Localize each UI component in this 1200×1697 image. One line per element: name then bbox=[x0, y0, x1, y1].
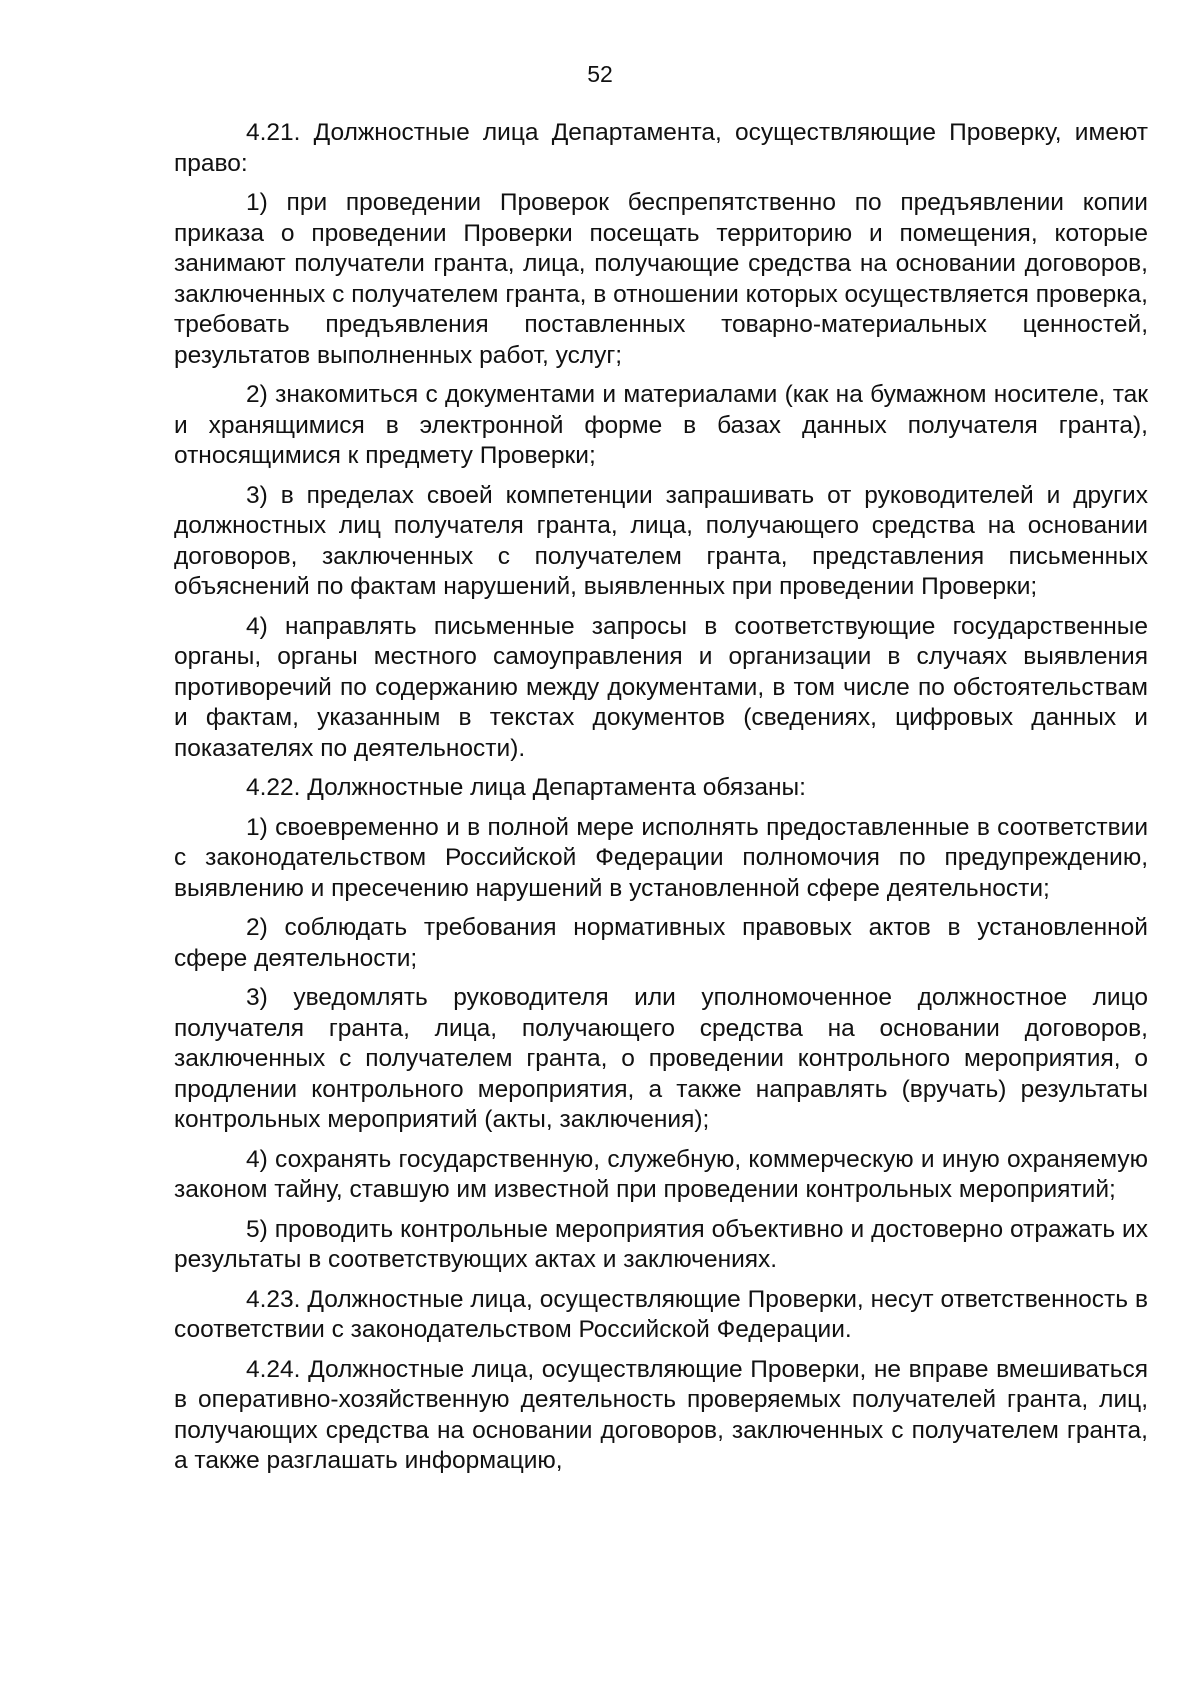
paragraph-4-22-item-4: 4) сохранять государственную, служебную, коммерческую и иную охраняемую законом тайну, ставшую им известной при проведении контрольных мероприятий; bbox=[174, 1145, 1148, 1203]
paragraph-4-22-item-5: 5) проводить контрольные мероприятия объективно и достоверно отражать их результаты в соответствующих актах и заключениях. bbox=[174, 1215, 1148, 1273]
paragraph-4-22: 4.22. Должностные лица Департамента обязаны: bbox=[246, 774, 806, 801]
page-number: 52 bbox=[587, 61, 613, 87]
paragraph-4-21-item-2: 2) знакомиться с документами и материалами (как на бумажном носителе, так и хранящимися в электронной форме в базах данных получателя гранта), относящимися к предмету Проверки; bbox=[174, 381, 1148, 469]
paragraph-4-21-item-4: 4) направлять письменные запросы в соответствующие государственные органы, органы местного самоуправления и организации в случаях выявления противоречий по содержанию между документами, в том числе по обстоятельствам и фактам, указанным в текстах документов (сведениях, цифровых данных и показателях по деятельности). bbox=[174, 612, 1148, 762]
paragraph-4-21: 4.21. Должностные лица Департамента, осуществляющие Проверку, имеют право: bbox=[174, 119, 1148, 177]
paragraph-4-23: 4.23. Должностные лица, осуществляющие Проверки, несут ответственность в соответствии с законодательством Российской Федерации. bbox=[174, 1285, 1148, 1343]
paragraph-4-22-item-1: 1) своевременно и в полной мере исполнять предоставленные в соответствии с законодательством Российской Федерации полномочия по предупреждению, выявлению и пресечению нарушений в установленной сфере деятельности; bbox=[174, 813, 1148, 902]
paragraph-4-21-item-1: 1) при проведении Проверок беспрепятственно по предъявлении копии приказа о проведении Проверки посещать территорию и помещения, которые занимают получатели гранта, лица, получающие средства на основании договоров, заключенных с получателем гранта, в отношении которых осуществляется проверка, требовать предъявления поставленных товарно-материальных ценностей, результатов выполненных работ, услуг; bbox=[174, 189, 1148, 369]
paragraph-4-22-item-2: 2) соблюдать требования нормативных правовых актов в установленной сфере деятельности; bbox=[174, 914, 1148, 972]
paragraph-4-22-item-3: 3) уведомлять руководителя или уполномоченное должностное лицо получателя гранта, лица, получающего средства на основании договоров, заключенных с получателем гранта, о проведении контрольного мероприятия, о продлении контрольного мероприятия, а также направлять (вручать) результаты контрольных мероприятий (акты, заключения); bbox=[174, 984, 1148, 1133]
paragraph-4-24: 4.24. Должностные лица, осуществляющие Проверки, не вправе вмешиваться в оперативно-хозяйственную деятельность проверяемых получателей гранта, лиц, получающих средства на основании договоров, заключенных с получателем гранта, а также разглашать информацию, bbox=[174, 1355, 1148, 1474]
document-body bbox=[174, 118, 1148, 1486]
paragraph-4-21-item-3: 3) в пределах своей компетенции запрашивать от руководителей и других должностных лиц получателя гранта, лица, получающего средства на основании договоров, заключенных с получателем гранта, представления письменных объяснений по фактам нарушений, выявленных при проведении Проверки; bbox=[174, 481, 1148, 600]
